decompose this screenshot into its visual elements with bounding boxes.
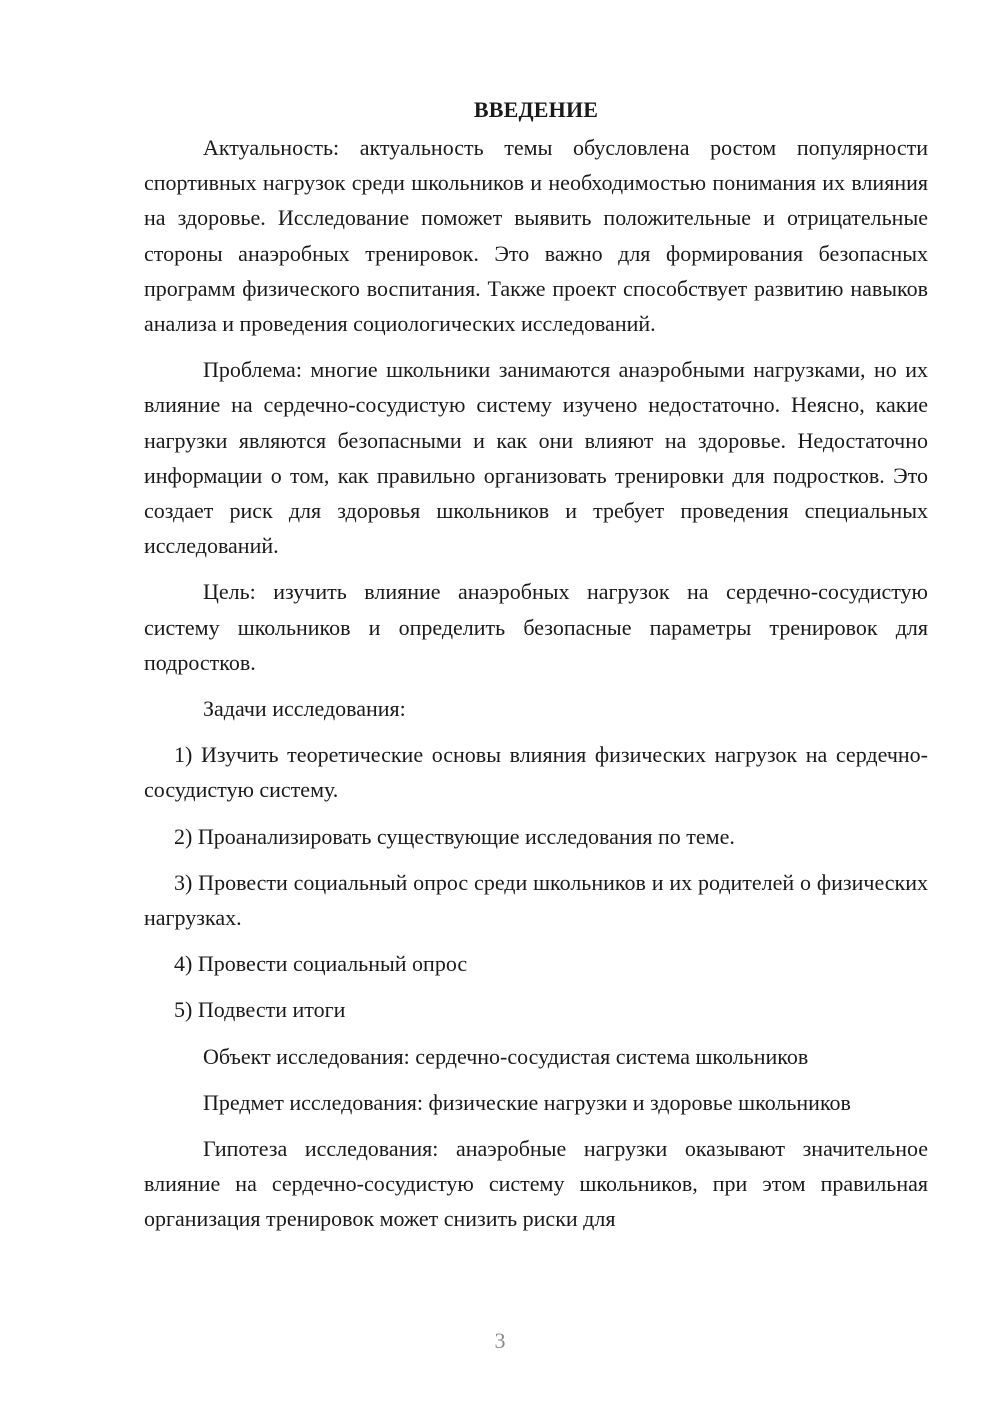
task-item-3: 3) Провести социальный опрос среди школьников и их родителей о физических нагрузках.: [144, 869, 928, 931]
page-number: 3: [494, 1328, 506, 1353]
document-page: [144, 92, 928, 1237]
paragraph-problem: Проблема: многие школьники занимаются анаэробными нагрузками, но их влияние на сердечно-сосудистую систему изучено недостаточно. Неясно, какие нагрузки являются безопасными и как они влияют на здоровье. Недостаточно информации о том, как правильно организовать тренировки для подростков. Это создает риск для здоровья школьников и требует проведения специальных исследований.: [144, 357, 928, 559]
tasks-heading: Задачи исследования:: [203, 696, 406, 722]
task-item-2: 2) Проанализировать существующие исследования по теме.: [174, 823, 735, 849]
paragraph-relevance: Актуальность: актуальность темы обусловлена ростом популярности спортивных нагрузок среди школьников и необходимостью понимания их влияния на здоровье. Исследование поможет выявить положительные и отрицательные стороны анаэробных тренировок. Это важно для формирования безопасных программ физического воспитания. Также проект способствует развитию навыков анализа и проведения социологических исследований.: [144, 135, 928, 337]
paragraph-goal: Цель: изучить влияние анаэробных нагрузок на сердечно-сосудистую систему школьников и определить безопасные параметры тренировок для подростков.: [144, 579, 928, 675]
paragraph-subject: Предмет исследования: физические нагрузки и здоровье школьников: [203, 1089, 851, 1115]
task-item-5: 5) Подвести итоги: [174, 997, 346, 1023]
section-title: ВВЕДЕНИЕ: [473, 97, 599, 122]
task-item-1: 1) Изучить теоретические основы влияния физических нагрузок на сердечно-сосудистую систему.: [144, 742, 928, 803]
task-item-4: 4) Провести социальный опрос: [174, 951, 468, 977]
paragraph-hypothesis: Гипотеза исследования: анаэробные нагрузки оказывают значительное влияние на сердечно-сосудистую систему школьников, при этом правильная организация тренировок может снизить риски для: [144, 1136, 928, 1232]
paragraph-object: Объект исследования: сердечно-сосудистая система школьников: [203, 1043, 809, 1069]
